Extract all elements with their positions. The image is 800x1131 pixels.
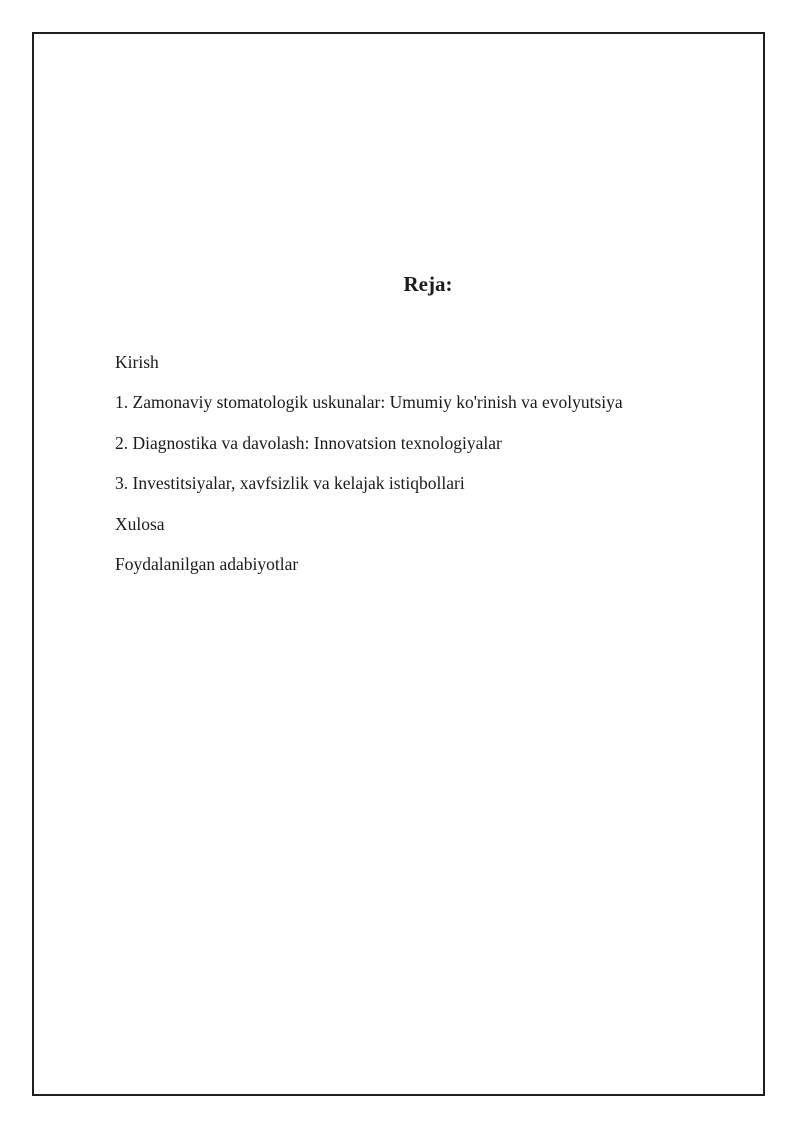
plan-item-chapter-3: 3. Investitsiyalar, xavfsizlik va kelajak istiqbollari (115, 473, 465, 494)
plan-item-conclusion: Xulosa (115, 513, 165, 534)
plan-item-introduction: Kirish (115, 352, 159, 372)
page-title: Reja: (403, 272, 453, 296)
plan-item-chapter-2: 2. Diagnostika va davolash: Innovatsion texnologiyalar (115, 432, 502, 453)
plan-item-chapter-1: 1. Zamonaviy stomatologik uskunalar: Umumiy ko'rinish va evolyutsiya (115, 392, 623, 413)
plan-item-references: Foydalanilgan adabiyotlar (115, 553, 299, 574)
plan-list (115, 350, 623, 592)
